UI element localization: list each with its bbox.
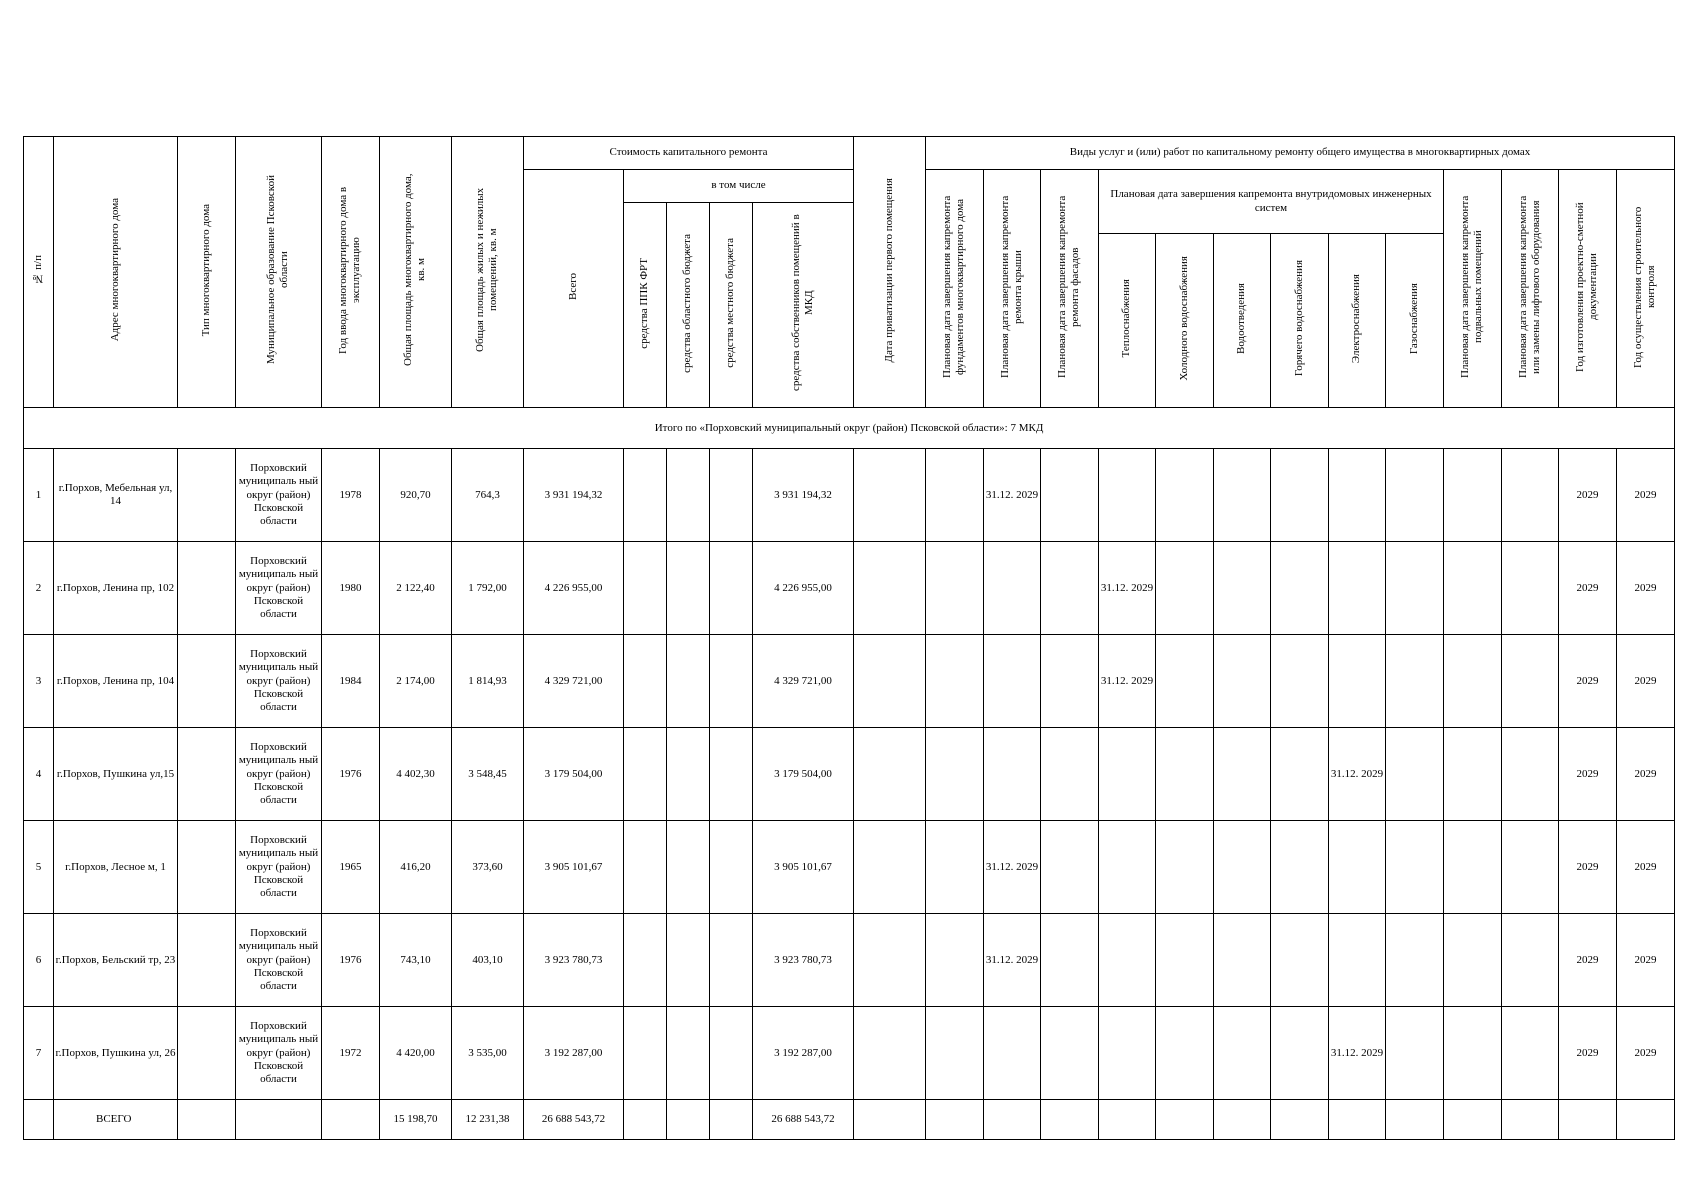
cell-num: 7 <box>24 1007 54 1100</box>
cell-cost-local <box>710 449 753 542</box>
cell-roof <box>984 542 1041 635</box>
cell-total-area: 4 420,00 <box>380 1007 452 1100</box>
total-empty-cell <box>1271 1100 1329 1140</box>
header-electric: Электроснабжения <box>1329 234 1386 408</box>
header-control-year: Год осуществления строительного контроля <box>1617 170 1675 408</box>
cell-basement <box>1444 1007 1502 1100</box>
cell-gas <box>1386 449 1444 542</box>
cell-elevator <box>1502 1007 1559 1100</box>
cell-electric <box>1329 449 1386 542</box>
total-empty-cell <box>710 1100 753 1140</box>
cell-gas <box>1386 542 1444 635</box>
cell-heat: 31.12. 2029 <box>1099 542 1156 635</box>
header-privatization: Дата приватизации первого помещения <box>854 137 926 408</box>
cell-hot-water <box>1271 821 1329 914</box>
cell-electric <box>1329 914 1386 1007</box>
cell-address: г.Порхов, Ленина пр, 102 <box>54 542 178 635</box>
cell-elevator <box>1502 449 1559 542</box>
cell-living-area: 403,10 <box>452 914 524 1007</box>
cell-cost-owners: 3 931 194,32 <box>753 449 854 542</box>
cell-cost-local <box>710 1007 753 1100</box>
cell-electric: 31.12. 2029 <box>1329 1007 1386 1100</box>
cell-cost-total: 3 179 504,00 <box>524 728 624 821</box>
cell-sewer <box>1214 914 1271 1007</box>
cell-privatization <box>854 728 926 821</box>
cell-foundation <box>926 1007 984 1100</box>
cell-cost-regional <box>667 821 710 914</box>
cell-elevator <box>1502 728 1559 821</box>
cell-design-year: 2029 <box>1559 542 1617 635</box>
cell-cost-owners: 3 923 780,73 <box>753 914 854 1007</box>
cell-living-area: 3 535,00 <box>452 1007 524 1100</box>
cell-basement <box>1444 914 1502 1007</box>
cell-cold-water <box>1156 821 1214 914</box>
cell-cost-local <box>710 821 753 914</box>
cell-control-year: 2029 <box>1617 1007 1675 1100</box>
cell-facade <box>1041 449 1099 542</box>
cell-roof: 31.12. 2029 <box>984 821 1041 914</box>
header-sewer: Водоотведения <box>1214 234 1271 408</box>
cell-hot-water <box>1271 728 1329 821</box>
cell-hot-water <box>1271 1007 1329 1100</box>
cell-sewer <box>1214 635 1271 728</box>
total-empty-cell <box>1156 1100 1214 1140</box>
cell-sewer <box>1214 449 1271 542</box>
cell-sewer <box>1214 542 1271 635</box>
cell-living-area: 1 792,00 <box>452 542 524 635</box>
cell-municipality: Порховский муниципаль ный округ (район) Псковской области <box>236 635 322 728</box>
cell-total-area: 4 402,30 <box>380 728 452 821</box>
cell-address: г.Порхов, Ленина пр, 104 <box>54 635 178 728</box>
cell-cost-ppk <box>624 635 667 728</box>
table-row <box>24 542 1675 635</box>
cell-cost-owners: 4 226 955,00 <box>753 542 854 635</box>
total-empty-cell <box>854 1100 926 1140</box>
cell-foundation <box>926 821 984 914</box>
header-year-built: Год ввода многоквартирного дома в эксплуатацию <box>322 137 380 408</box>
cell-num: 1 <box>24 449 54 542</box>
cell-municipality: Порховский муниципаль ный округ (район) Псковской области <box>236 1007 322 1100</box>
cell-municipality: Порховский муниципаль ный округ (район) Псковской области <box>236 914 322 1007</box>
cell-living-area: 764,3 <box>452 449 524 542</box>
cell-cost-regional <box>667 542 710 635</box>
cell-elevator <box>1502 821 1559 914</box>
cell-address: г.Порхов, Пушкина ул, 26 <box>54 1007 178 1100</box>
total-empty-cell <box>236 1100 322 1140</box>
cell-gas <box>1386 914 1444 1007</box>
header-num: № п/п <box>24 137 54 408</box>
cell-cost-owners: 3 179 504,00 <box>753 728 854 821</box>
cell-design-year: 2029 <box>1559 1007 1617 1100</box>
header-heat: Теплоснабжения <box>1099 234 1156 408</box>
cell-privatization <box>854 635 926 728</box>
header-municipality: Муниципальное образование Псковской области <box>236 137 322 408</box>
cell-cost-ppk <box>624 542 667 635</box>
cell-control-year: 2029 <box>1617 635 1675 728</box>
cell-cost-regional <box>667 1007 710 1100</box>
total-empty-cell <box>1214 1100 1271 1140</box>
header-foundation: Плановая дата завершения капремонта фундаментов многоквартирного дома <box>926 170 984 408</box>
cell-heat: 31.12. 2029 <box>1099 635 1156 728</box>
header-systems-group: Плановая дата завершения капремонта внутридомовых инженерных систем <box>1099 170 1444 234</box>
total-row <box>24 1100 1675 1140</box>
cell-cost-local <box>710 542 753 635</box>
cell-type <box>178 542 236 635</box>
cell-cost-owners: 3 192 287,00 <box>753 1007 854 1100</box>
header-cost-regional: средства областного бюджета <box>667 203 710 408</box>
header-cost-total: Всего <box>524 170 624 408</box>
cell-basement <box>1444 542 1502 635</box>
cell-privatization <box>854 1007 926 1100</box>
cell-total-area: 416,20 <box>380 821 452 914</box>
cell-electric <box>1329 635 1386 728</box>
cell-foundation <box>926 914 984 1007</box>
total-empty-cell <box>1386 1100 1444 1140</box>
cell-sewer <box>1214 821 1271 914</box>
cell-total-area: 2 174,00 <box>380 635 452 728</box>
header-gas: Газоснабжения <box>1386 234 1444 408</box>
cell-num: 6 <box>24 914 54 1007</box>
cell-elevator <box>1502 914 1559 1007</box>
cell-type <box>178 635 236 728</box>
cell-total-area: 920,70 <box>380 449 452 542</box>
cell-privatization <box>854 542 926 635</box>
cell-control-year: 2029 <box>1617 449 1675 542</box>
cell-num: 3 <box>24 635 54 728</box>
cell-basement <box>1444 728 1502 821</box>
cell-gas <box>1386 821 1444 914</box>
cell-roof: 31.12. 2029 <box>984 914 1041 1007</box>
header-cost-group: Стоимость капитального ремонта <box>524 137 854 170</box>
cell-basement <box>1444 821 1502 914</box>
cell-elevator <box>1502 635 1559 728</box>
table-row <box>24 821 1675 914</box>
cell-hot-water <box>1271 635 1329 728</box>
cell-heat <box>1099 914 1156 1007</box>
cell-year-built: 1976 <box>322 914 380 1007</box>
total-empty-cell <box>1559 1100 1617 1140</box>
cell-cost-ppk <box>624 449 667 542</box>
cell-cost-local <box>710 635 753 728</box>
total-empty-cell <box>1099 1100 1156 1140</box>
cell-cost-owners: 3 905 101,67 <box>753 821 854 914</box>
cell-num: 4 <box>24 728 54 821</box>
cell-roof <box>984 635 1041 728</box>
cell-cold-water <box>1156 635 1214 728</box>
cell-municipality: Порховский муниципаль ный округ (район) Псковской области <box>236 728 322 821</box>
cell-heat <box>1099 821 1156 914</box>
total-empty-cell <box>984 1100 1041 1140</box>
cell-total-area: 2 122,40 <box>380 542 452 635</box>
cell-municipality: Порховский муниципаль ный округ (район) Псковской области <box>236 821 322 914</box>
header-type: Тип многоквартирного дома <box>178 137 236 408</box>
cell-gas <box>1386 728 1444 821</box>
cell-year-built: 1976 <box>322 728 380 821</box>
cell-cost-regional <box>667 635 710 728</box>
cell-municipality: Порховский муниципаль ный округ (район) Псковской области <box>236 542 322 635</box>
cell-cost-regional <box>667 914 710 1007</box>
cell-year-built: 1972 <box>322 1007 380 1100</box>
total-empty-cell <box>667 1100 710 1140</box>
total-cost-owners: 26 688 543,72 <box>753 1100 854 1140</box>
cell-heat <box>1099 449 1156 542</box>
header-address: Адрес многоквартирного дома <box>54 137 178 408</box>
total-empty-cell <box>178 1100 236 1140</box>
cell-facade <box>1041 542 1099 635</box>
cell-design-year: 2029 <box>1559 728 1617 821</box>
cell-control-year: 2029 <box>1617 728 1675 821</box>
total-empty-cell <box>1617 1100 1675 1140</box>
cell-cost-ppk <box>624 728 667 821</box>
cell-cold-water <box>1156 1007 1214 1100</box>
cell-type <box>178 914 236 1007</box>
cell-cost-ppk <box>624 914 667 1007</box>
table-row <box>24 914 1675 1007</box>
cell-living-area: 3 548,45 <box>452 728 524 821</box>
total-cost-total: 26 688 543,72 <box>524 1100 624 1140</box>
cell-roof <box>984 1007 1041 1100</box>
total-empty-cell <box>1041 1100 1099 1140</box>
cell-num: 2 <box>24 542 54 635</box>
cell-heat <box>1099 1007 1156 1100</box>
cell-privatization <box>854 821 926 914</box>
cell-design-year: 2029 <box>1559 914 1617 1007</box>
cell-sewer <box>1214 1007 1271 1100</box>
header-cost-owners: средства собственников помещений в МКД <box>753 203 854 408</box>
capital-repair-plan-sheet <box>23 136 1675 1140</box>
cell-hot-water <box>1271 914 1329 1007</box>
capital-repair-table <box>23 136 1675 1140</box>
cell-address: г.Порхов, Пушкина ул,15 <box>54 728 178 821</box>
total-empty-cell <box>1502 1100 1559 1140</box>
cell-type <box>178 728 236 821</box>
cell-type <box>178 449 236 542</box>
cell-address: г.Порхов, Лесное м, 1 <box>54 821 178 914</box>
cell-roof: 31.12. 2029 <box>984 449 1041 542</box>
header-cost-ppk: средства ППК ФРТ <box>624 203 667 408</box>
total-empty-cell <box>1444 1100 1502 1140</box>
header-roof: Плановая дата завершения капремонта ремонта крыши <box>984 170 1041 408</box>
cell-municipality: Порховский муниципаль ный округ (район) Псковской области <box>236 449 322 542</box>
cell-cost-regional <box>667 449 710 542</box>
cell-cost-total: 3 192 287,00 <box>524 1007 624 1100</box>
cell-electric <box>1329 542 1386 635</box>
total-total-area: 15 198,70 <box>380 1100 452 1140</box>
cell-elevator <box>1502 542 1559 635</box>
cell-facade <box>1041 1007 1099 1100</box>
cell-design-year: 2029 <box>1559 635 1617 728</box>
cell-cost-ppk <box>624 821 667 914</box>
cell-facade <box>1041 914 1099 1007</box>
header-hot-water: Горячего водоснабжения <box>1271 234 1329 408</box>
cell-cost-total: 3 923 780,73 <box>524 914 624 1007</box>
cell-year-built: 1980 <box>322 542 380 635</box>
total-empty-cell <box>926 1100 984 1140</box>
cell-control-year: 2029 <box>1617 542 1675 635</box>
cell-sewer <box>1214 728 1271 821</box>
cell-type <box>178 821 236 914</box>
cell-address: г.Порхов, Бельский тр, 23 <box>54 914 178 1007</box>
header-design-year: Год изготовления проектно-сметной документации <box>1559 170 1617 408</box>
total-empty-cell <box>624 1100 667 1140</box>
cell-foundation <box>926 542 984 635</box>
cell-type <box>178 1007 236 1100</box>
cell-control-year: 2029 <box>1617 821 1675 914</box>
cell-cost-regional <box>667 728 710 821</box>
cell-privatization <box>854 449 926 542</box>
cell-design-year: 2029 <box>1559 821 1617 914</box>
cell-control-year: 2029 <box>1617 914 1675 1007</box>
cell-hot-water <box>1271 542 1329 635</box>
cell-facade <box>1041 635 1099 728</box>
cell-privatization <box>854 914 926 1007</box>
cell-foundation <box>926 449 984 542</box>
cell-cold-water <box>1156 542 1214 635</box>
cell-cost-local <box>710 914 753 1007</box>
header-living-area: Общая площадь жилых и нежилых помещений, кв. м <box>452 137 524 408</box>
cell-living-area: 373,60 <box>452 821 524 914</box>
table-row <box>24 1007 1675 1100</box>
header-cold-water: Холодного водоснабжения <box>1156 234 1214 408</box>
cell-address: г.Порхов, Мебельная ул, 14 <box>54 449 178 542</box>
cell-roof <box>984 728 1041 821</box>
cell-cost-total: 3 905 101,67 <box>524 821 624 914</box>
cell-year-built: 1984 <box>322 635 380 728</box>
cell-facade <box>1041 728 1099 821</box>
cell-total-area: 743,10 <box>380 914 452 1007</box>
header-facade: Плановая дата завершения капремонта ремонта фасадов <box>1041 170 1099 408</box>
table-row <box>24 449 1675 542</box>
cell-facade <box>1041 821 1099 914</box>
cell-gas <box>1386 1007 1444 1100</box>
header-elevator: Плановая дата завершения капремонта или замены лифтового оборудования <box>1502 170 1559 408</box>
cell-design-year: 2029 <box>1559 449 1617 542</box>
cell-heat <box>1099 728 1156 821</box>
header-total-area: Общая площадь многоквартирного дома, кв. м <box>380 137 452 408</box>
cell-cost-local <box>710 728 753 821</box>
cell-basement <box>1444 635 1502 728</box>
cell-cost-ppk <box>624 1007 667 1100</box>
cell-cost-total: 4 226 955,00 <box>524 542 624 635</box>
cell-cost-total: 3 931 194,32 <box>524 449 624 542</box>
cell-electric <box>1329 821 1386 914</box>
cell-cold-water <box>1156 449 1214 542</box>
cell-foundation <box>926 728 984 821</box>
total-living-area: 12 231,38 <box>452 1100 524 1140</box>
cell-basement <box>1444 449 1502 542</box>
cell-num: 5 <box>24 821 54 914</box>
cell-year-built: 1978 <box>322 449 380 542</box>
header-cost-local: средства местного бюджета <box>710 203 753 408</box>
cell-cold-water <box>1156 914 1214 1007</box>
header-basement: Плановая дата завершения капремонта подвальных помещений <box>1444 170 1502 408</box>
cell-electric: 31.12. 2029 <box>1329 728 1386 821</box>
cell-gas <box>1386 635 1444 728</box>
cell-cost-total: 4 329 721,00 <box>524 635 624 728</box>
cell-living-area: 1 814,93 <box>452 635 524 728</box>
cell-cost-owners: 4 329 721,00 <box>753 635 854 728</box>
cell-cold-water <box>1156 728 1214 821</box>
section-subtitle: Итого по «Порховский муниципальный округ (район) Псковской области»: 7 МКД <box>24 408 1675 449</box>
header-including: в том числе <box>624 170 854 203</box>
cell-hot-water <box>1271 449 1329 542</box>
cell-foundation <box>926 635 984 728</box>
total-empty-cell <box>1329 1100 1386 1140</box>
table-row <box>24 635 1675 728</box>
table-row <box>24 728 1675 821</box>
total-label: ВСЕГО <box>54 1100 178 1140</box>
cell-year-built: 1965 <box>322 821 380 914</box>
header-works-group: Виды услуг и (или) работ по капитальному ремонту общего имущества в многоквартирных домах <box>926 137 1675 170</box>
total-empty-cell <box>24 1100 54 1140</box>
total-empty-cell <box>322 1100 380 1140</box>
